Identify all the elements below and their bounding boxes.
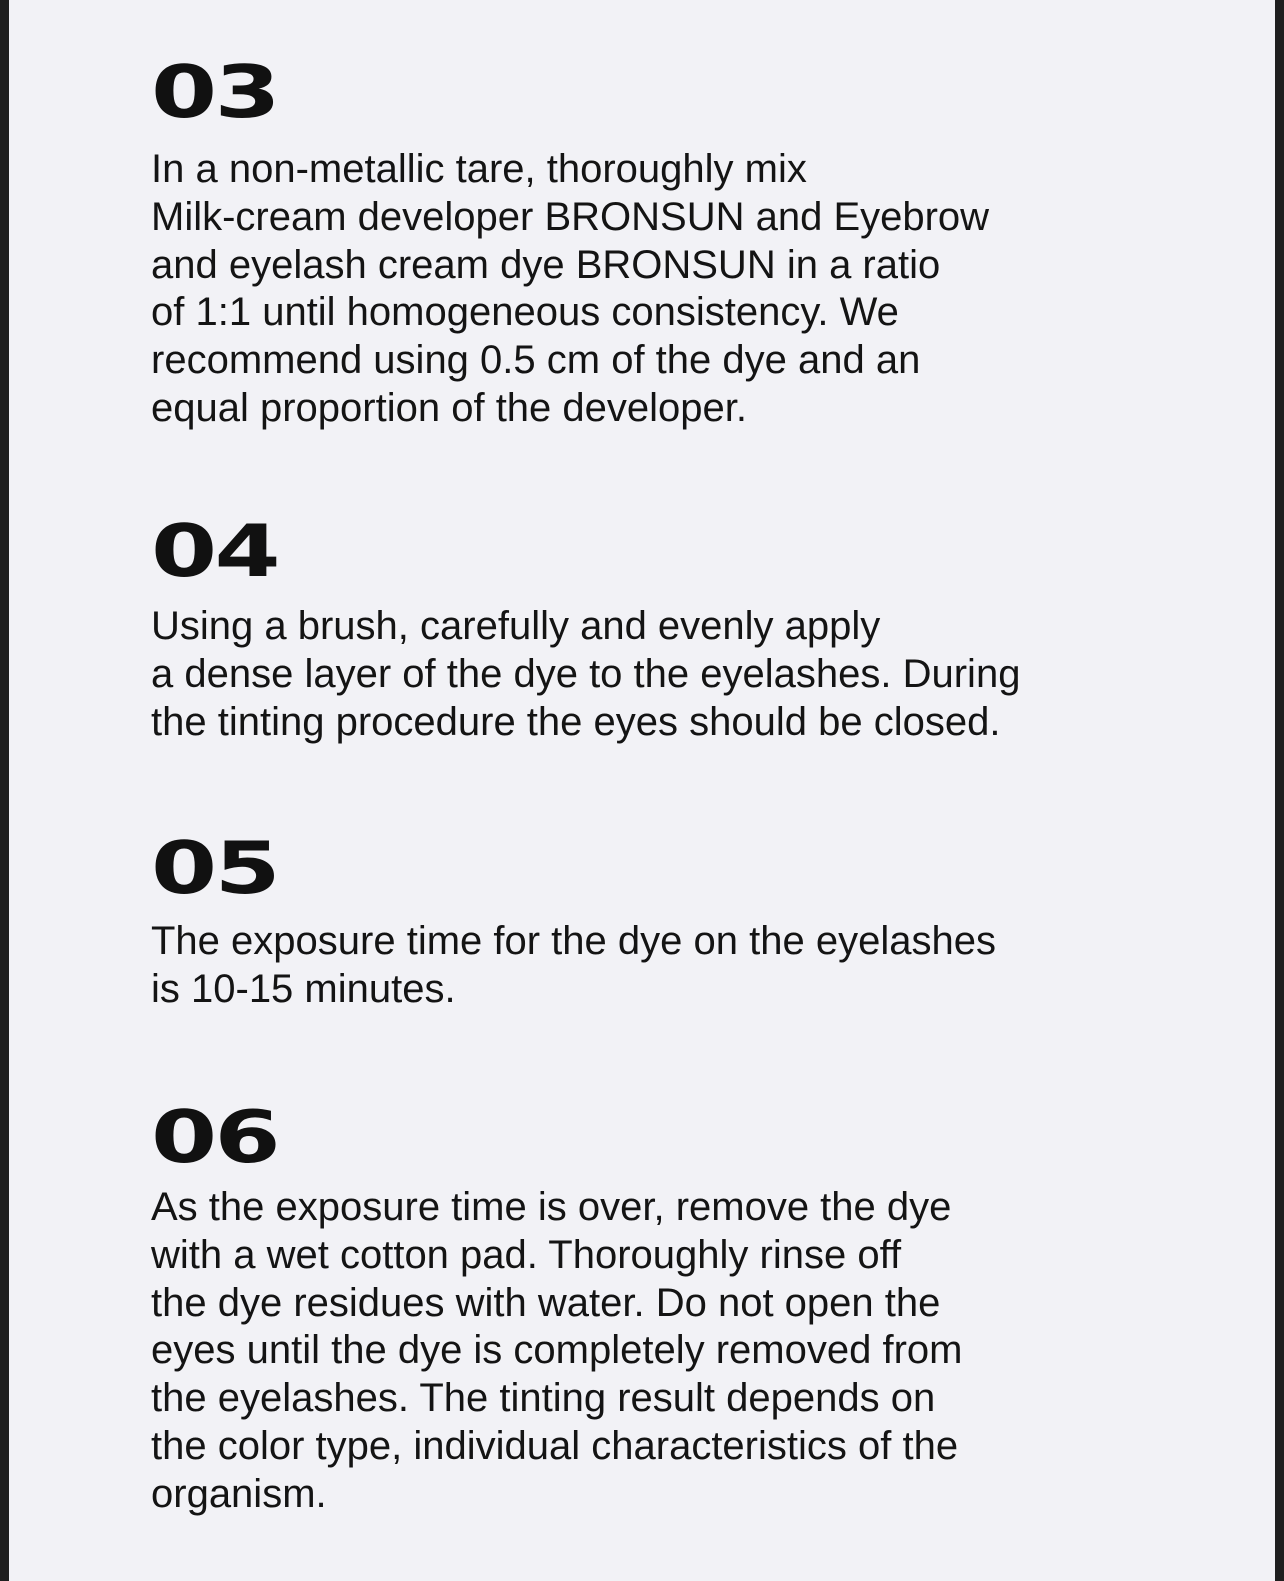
step-number: 05 bbox=[151, 826, 278, 910]
step-03 bbox=[151, 50, 1151, 430]
step-04 bbox=[151, 509, 1151, 744]
step-number: 06 bbox=[151, 1095, 278, 1179]
step-description: The exposure time for the dye on the eyelashes is 10-15 minutes. bbox=[151, 919, 996, 1011]
step-number: 04 bbox=[151, 509, 278, 593]
step-description: Using a brush, carefully and evenly apply a dense layer of the dye to the eyelashes. During the tinting procedure the eyes should be closed. bbox=[151, 604, 1021, 744]
step-06 bbox=[151, 1095, 1151, 1516]
step-05 bbox=[151, 826, 1151, 1011]
instructions-page bbox=[9, 0, 1275, 1581]
step-number: 03 bbox=[151, 50, 278, 134]
step-description: In a non-metallic tare, thoroughly mix Milk-cream developer BRONSUN and Eyebrow and eyelash cream dye BRONSUN in a ratio of 1:1 until homogeneous consistency. We recommend using 0.5 cm of the dye and an equal proportion of the developer. bbox=[151, 147, 990, 430]
step-description: As the exposure time is over, remove the dye with a wet cotton pad. Thoroughly rinse off the dye residues with water. Do not open the eyes until the dye is completely removed from the eyelashes. The tinting result depends on the color type, individual characteristics of the organism. bbox=[151, 1185, 963, 1516]
